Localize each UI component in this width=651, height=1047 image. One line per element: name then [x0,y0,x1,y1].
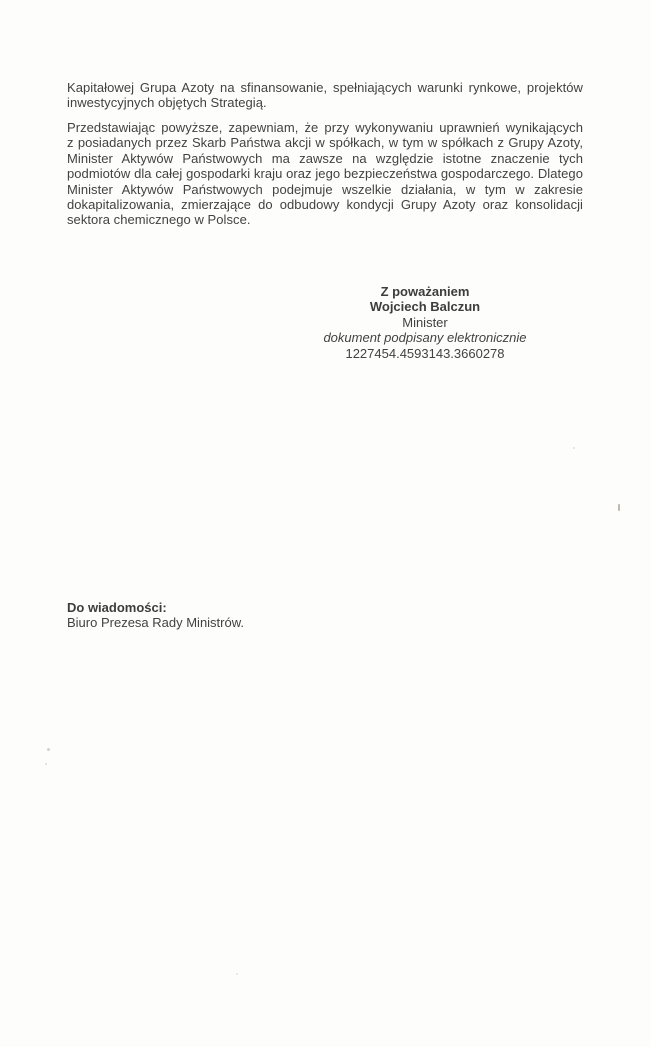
scan-speck [618,504,620,511]
body-line: Minister Aktywów Państwowych ma zawsze na względzie istotne znaczenie tych [67,150,583,166]
body-line: Minister Aktywów Państwowych podejmuje wszelkie działania, w tym w zakresie [67,181,583,197]
signature-electronic-note: dokument podpisany elektronicznie [323,330,527,346]
body-line: podmiotów dla całej gospodarki kraju oraz jego bezpieczeństwa gospodarczego. Dlatego [67,166,583,182]
body-line: inwestycyjnych objętych Strategią. [67,95,267,111]
body-line: z posiadanych przez Skarb Państwa akcji w spółkach, w tym w spółkach z Grupy Azoty, [67,135,583,151]
cc-label: Do wiadomości: [67,600,167,615]
scan-speck [573,447,575,449]
body-line: Przedstawiając powyższe, zapewniam, że przy wykonywaniu uprawnień wynikających [67,120,583,135]
scan-speck [47,748,50,751]
signature-title: Minister [402,314,448,330]
cc-block [67,600,244,631]
signature-name: Wojciech Balczun [369,299,481,315]
signature-closing: Z poważaniem [380,284,470,299]
cc-recipient: Biuro Prezesa Rady Ministrów. [67,615,245,631]
paragraph-2 [67,120,583,228]
scan-speck [236,973,238,975]
signature-id: 1227454.4593143.3660278 [345,345,505,361]
body-line: Kapitałowej Grupa Azoty na sfinansowanie, spełniających warunki rynkowe, projektów [67,80,583,95]
scan-speck [45,763,47,765]
body-line: dokapitalizowania, zmierzające do odbudowy kondycji Grupy Azoty oraz konsolidacji [67,197,583,213]
signature-block [245,284,605,361]
body-line: sektora chemicznego w Polsce. [67,212,251,228]
paragraph-1 [67,80,583,111]
